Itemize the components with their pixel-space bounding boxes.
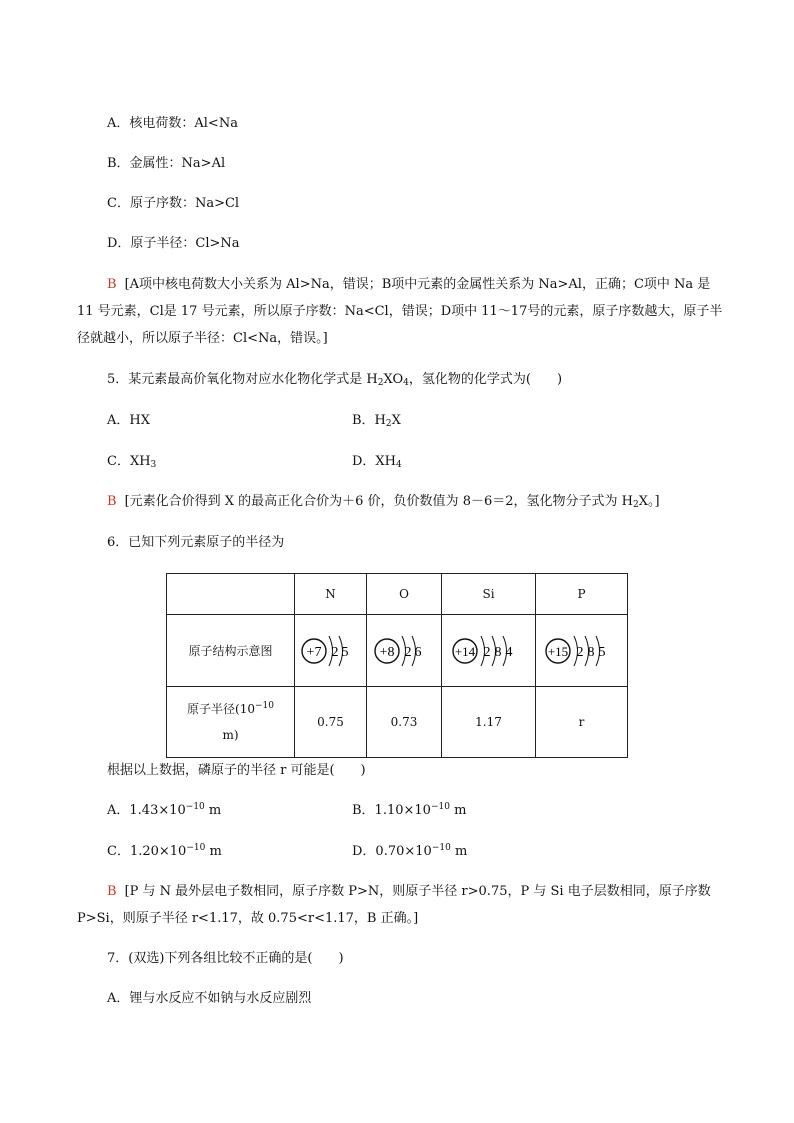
- atom-diagram-o-svg: [371, 629, 437, 673]
- q6-option-d-unit: m: [450, 844, 468, 859]
- q5-option-a: A．HX: [107, 413, 150, 428]
- q5-option-c: [107, 454, 156, 470]
- radius-si: 1.17: [442, 687, 536, 758]
- radius-label-text: 原子半径(10: [187, 702, 255, 716]
- q5-stem-sub1: 2: [377, 378, 384, 388]
- element-header-p: P: [536, 574, 628, 615]
- shell-count: 2: [576, 644, 583, 660]
- radius-label-exp: −10: [254, 701, 274, 711]
- q5-option-c-text: C．XH: [107, 454, 151, 469]
- q6-option-b-text: B．1.10×10: [352, 803, 431, 818]
- table-structure-row: [167, 615, 628, 687]
- q5-explanation-block: [107, 494, 660, 510]
- q4-answer: B: [107, 277, 117, 292]
- q6-stem: 6．已知下列元素原子的半径为: [107, 535, 285, 550]
- shell-count: 5: [341, 644, 348, 660]
- q4-explanation: [A项中核电荷数大小关系为 Al>Na，错误；B项中元素的金属性关系为 Na>Al，正确；C项中 Na 是 11 号元素，Cl是 17 号元素，所以原子序数：Na<Cl，错误；D项中 11～17号的元素，原子序数越大，原子半径就越小，所以原子半径：Cl<Na，错误。]: [77, 277, 723, 346]
- element-header-si: Si: [442, 574, 536, 615]
- q6-explanation: [P 与 N 最外层电子数相同，原子序数 P>N，则原子半径 r>0.75，P 与 Si 电子层数相同，原子序数 P>Si，则原子半径 r<1.17，故 0.75<r<1.17，B 正确。]: [77, 884, 711, 926]
- atomic-radius-table: [166, 573, 628, 758]
- radius-label-unit: m): [222, 728, 239, 742]
- q6-option-a-text: A．1.43×10: [107, 803, 186, 818]
- q4-option-c: C．原子序数：Na>Cl: [107, 196, 240, 211]
- q5-stem-tail: ，氢化物的化学式为( ): [408, 372, 563, 387]
- shell-count: 5: [598, 644, 605, 660]
- shell-count: 8: [494, 644, 501, 660]
- q5-explanation: [元素化合价得到 X 的最高正化合价为＋6 价，负价数值为 8－6＝2，氢化物分子式为 H: [124, 494, 633, 509]
- radius-n: 0.75: [295, 687, 367, 758]
- nucleus-charge: +7: [306, 644, 321, 660]
- q6-option-b-unit: m: [449, 803, 467, 818]
- shell-count: 2: [331, 644, 338, 660]
- element-header-o: O: [367, 574, 442, 615]
- shell-count: 2: [404, 644, 412, 660]
- shell-count: 8: [587, 644, 594, 660]
- q6-question: 根据以上数据，磷原子的半径 r 可能是( ): [107, 763, 366, 778]
- q5-option-b-sub: 2: [385, 419, 392, 429]
- q5-explanation-tail: X。]: [638, 494, 660, 509]
- q6-option-b: [352, 803, 466, 819]
- structure-row-label: 原子结构示意图: [167, 615, 295, 687]
- q6-option-c-text: C．1.20×10: [107, 844, 187, 859]
- q6-option-d-text: D．0.70×10: [352, 844, 432, 859]
- q5-stem-text: 5．某元素最高价氧化物对应水化物化学式是 H: [107, 372, 378, 387]
- q4-option-a: A．核电荷数：Al<Na: [107, 116, 238, 131]
- q7-stem: 7．(双选)下列各组比较不正确的是( ): [107, 951, 344, 966]
- q5-option-d-text: D．XH: [352, 454, 397, 469]
- q4-option-b: B．金属性：Na>Al: [107, 156, 226, 171]
- atom-diagram-p-svg: [542, 629, 622, 673]
- q5-stem-xo: XO: [383, 372, 404, 387]
- q5-stem: [107, 372, 562, 388]
- nucleus-charge: +15: [547, 643, 568, 659]
- radius-o: 0.73: [367, 687, 442, 758]
- atom-diagram-o: [367, 615, 442, 687]
- atom-diagram-si-svg: [449, 629, 529, 673]
- q7-option-a: A．锂与水反应不如钠与水反应剧烈: [107, 991, 312, 1006]
- q5-option-d: [352, 454, 402, 470]
- table-radius-row: [167, 687, 628, 758]
- q5-stem-sub2: 4: [403, 378, 409, 388]
- q6-option-c: [107, 844, 222, 860]
- q5-option-c-sub: 3: [150, 460, 157, 470]
- atom-diagram-n-svg: [298, 629, 364, 673]
- q6-option-a-exp: −10: [185, 802, 205, 812]
- q6-explanation-block: [77, 878, 724, 932]
- shell-count: 2: [483, 644, 490, 660]
- radius-p: r: [536, 687, 628, 758]
- nucleus-charge: +14: [454, 643, 475, 659]
- nucleus-charge: +8: [379, 644, 395, 660]
- radius-row-label: [167, 687, 295, 758]
- q4-option-d: D．原子半径：Cl>Na: [107, 236, 240, 251]
- q5-option-b: [352, 413, 401, 429]
- q6-option-a: [107, 803, 221, 819]
- atom-diagram-p: [536, 615, 628, 687]
- q6-option-c-unit: m: [205, 844, 222, 859]
- q6-answer: B: [107, 884, 117, 899]
- table-corner-cell: [167, 574, 295, 615]
- q6-option-a-unit: m: [204, 803, 222, 818]
- q6-option-d-exp: −10: [431, 843, 451, 853]
- q5-answer: B: [107, 494, 117, 509]
- q5-option-d-sub: 4: [396, 460, 402, 470]
- table-header-row: [167, 574, 628, 615]
- element-header-n: N: [295, 574, 367, 615]
- q6-option-b-exp: −10: [430, 802, 450, 812]
- shell-count: 6: [414, 644, 422, 660]
- q5-explanation-sub: 2: [632, 500, 639, 510]
- q6-option-c-exp: −10: [186, 843, 206, 853]
- atom-diagram-n: [295, 615, 367, 687]
- q6-option-d: [352, 844, 467, 860]
- q5-option-b-x: X: [391, 413, 401, 428]
- shell-count: 4: [505, 644, 512, 660]
- q5-option-b-text: B．H: [352, 413, 386, 428]
- atom-diagram-si: [442, 615, 536, 687]
- q4-explanation-block: [77, 271, 724, 352]
